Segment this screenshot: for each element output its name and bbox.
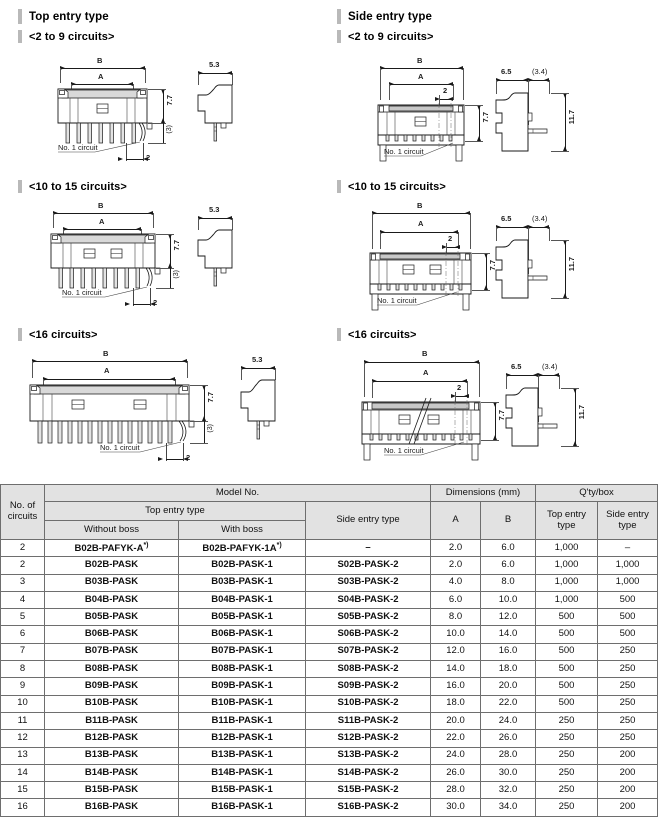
cell-with_boss: B16B-PASK-1 bbox=[179, 799, 306, 816]
dim-height-7-7: 7.7 bbox=[481, 112, 490, 123]
th-qty-side-line1: Side entry bbox=[606, 508, 649, 520]
cell-qty_top: 500 bbox=[536, 661, 598, 678]
cell-b: 22.0 bbox=[481, 695, 536, 712]
spec-table-body bbox=[1, 540, 658, 817]
th-qty-box: Q'ty/box bbox=[536, 485, 658, 502]
cell-qty_top: 1,000 bbox=[536, 591, 598, 608]
cell-a: 26.0 bbox=[431, 764, 481, 781]
th-col-a: A bbox=[431, 502, 481, 540]
table-row bbox=[1, 712, 658, 729]
cell-b: 18.0 bbox=[481, 661, 536, 678]
no1-circuit-callout: No. 1 circuit bbox=[377, 296, 417, 305]
cell-without_boss: B14B-PASK bbox=[45, 764, 179, 781]
th-qty-top-entry bbox=[536, 502, 598, 540]
th-without-boss: Without boss bbox=[45, 521, 179, 540]
cell-qty_side: 250 bbox=[598, 712, 658, 729]
cell-with_boss: B03B-PASK-1 bbox=[179, 574, 306, 591]
side-entry-profile-shape bbox=[499, 348, 629, 468]
table-row bbox=[1, 678, 658, 695]
cell-without_boss: B06B-PASK bbox=[45, 626, 179, 643]
cell-qty_side: 500 bbox=[598, 591, 658, 608]
no1-circuit-callout: No. 1 circuit bbox=[100, 443, 140, 452]
dim-b-label: B bbox=[417, 56, 423, 65]
dim-height-11-7: 11.7 bbox=[567, 257, 576, 272]
cell-qty_side: 250 bbox=[598, 730, 658, 747]
cell-qty_side: 200 bbox=[598, 747, 658, 764]
cell-side_entry: S02B-PASK-2 bbox=[306, 557, 431, 574]
cell-b: 28.0 bbox=[481, 747, 536, 764]
dim-a-label: A bbox=[423, 368, 429, 377]
cell-qty_side: 1,000 bbox=[598, 574, 658, 591]
cell-without_boss: B11B-PASK bbox=[45, 712, 179, 729]
dim-width-2: 2 bbox=[443, 86, 448, 95]
cell-side_entry: S10B-PASK-2 bbox=[306, 695, 431, 712]
cell-with_boss: B05B-PASK-1 bbox=[179, 609, 306, 626]
cell-with_boss: B13B-PASK-1 bbox=[179, 747, 306, 764]
th-qty-side-line2: type bbox=[618, 519, 637, 531]
side-entry-sub-10-15-text: <10 to 15 circuits> bbox=[348, 180, 446, 193]
accent-bar bbox=[337, 9, 341, 24]
cell-qty_side: 200 bbox=[598, 782, 658, 799]
cell-a: 14.0 bbox=[431, 661, 481, 678]
cell-a: 24.0 bbox=[431, 747, 481, 764]
side-entry-column bbox=[329, 0, 657, 480]
figure-top-entry-2-9 bbox=[0, 55, 330, 170]
cell-circuits: 2 bbox=[1, 540, 45, 557]
accent-bar bbox=[18, 9, 22, 24]
dim-a-label: A bbox=[99, 217, 105, 226]
side-entry-sub-10-15 bbox=[337, 180, 446, 193]
cell-qty_top: 250 bbox=[536, 730, 598, 747]
th-qty-top-line2: type bbox=[557, 519, 576, 531]
cell-b: 34.0 bbox=[481, 799, 536, 816]
dim-width-5-3: 5.3 bbox=[252, 355, 263, 364]
cell-qty_side: 500 bbox=[598, 609, 658, 626]
cell-with_boss: B14B-PASK-1 bbox=[179, 764, 306, 781]
table-row bbox=[1, 747, 658, 764]
cell-qty_top: 1,000 bbox=[536, 574, 598, 591]
figure-top-entry-side-profile-2-9 bbox=[185, 55, 275, 165]
cell-qty_side: – bbox=[598, 540, 658, 557]
figure-top-entry-side-profile-10-15 bbox=[185, 200, 275, 310]
cell-with_boss: B12B-PASK-1 bbox=[179, 730, 306, 747]
dim-b-label: B bbox=[103, 349, 109, 358]
dim-height-7-7: 7.7 bbox=[206, 392, 215, 403]
cell-qty_top: 250 bbox=[536, 764, 598, 781]
top-entry-sub-10-15 bbox=[18, 180, 127, 193]
dim-a-label: A bbox=[98, 72, 104, 81]
connector-front-view bbox=[0, 200, 330, 320]
cell-b: 24.0 bbox=[481, 712, 536, 729]
accent-bar bbox=[18, 328, 22, 341]
cell-side_entry: S05B-PASK-2 bbox=[306, 609, 431, 626]
cell-with_boss: B10B-PASK-1 bbox=[179, 695, 306, 712]
cell-side_entry: S06B-PASK-2 bbox=[306, 626, 431, 643]
cell-side_entry: S13B-PASK-2 bbox=[306, 747, 431, 764]
cell-b: 30.0 bbox=[481, 764, 536, 781]
cell-a: 4.0 bbox=[431, 574, 481, 591]
cell-without_boss: B02B-PAFYK-A*) bbox=[45, 540, 179, 557]
th-no-of-circuits-line1: No. of bbox=[9, 500, 36, 512]
side-profile-shape bbox=[185, 200, 275, 310]
cell-qty_side: 250 bbox=[598, 678, 658, 695]
accent-bar bbox=[337, 180, 341, 193]
cell-without_boss: B05B-PASK bbox=[45, 609, 179, 626]
cell-side_entry: S12B-PASK-2 bbox=[306, 730, 431, 747]
cell-qty_top: 500 bbox=[536, 643, 598, 660]
cell-with_boss: B08B-PASK-1 bbox=[179, 661, 306, 678]
cell-with_boss: B11B-PASK-1 bbox=[179, 712, 306, 729]
cell-circuits: 14 bbox=[1, 764, 45, 781]
cell-side_entry: S07B-PASK-2 bbox=[306, 643, 431, 660]
cell-circuits: 10 bbox=[1, 695, 45, 712]
figure-side-entry-profile-16 bbox=[499, 348, 629, 468]
th-top-entry-type: Top entry type bbox=[45, 502, 306, 521]
cell-side_entry: S11B-PASK-2 bbox=[306, 712, 431, 729]
cell-circuits: 5 bbox=[1, 609, 45, 626]
cell-without_boss: B13B-PASK bbox=[45, 747, 179, 764]
dim-width-5-3: 5.3 bbox=[209, 60, 220, 69]
th-qty-side-entry bbox=[598, 502, 658, 540]
dim-b-label: B bbox=[422, 349, 428, 358]
cell-qty_side: 200 bbox=[598, 764, 658, 781]
figure-side-entry-profile-2-9 bbox=[489, 55, 619, 170]
table-row bbox=[1, 764, 658, 781]
cell-circuits: 7 bbox=[1, 643, 45, 660]
cell-side_entry: S09B-PASK-2 bbox=[306, 678, 431, 695]
cell-qty_top: 250 bbox=[536, 747, 598, 764]
th-no-of-circuits bbox=[1, 485, 45, 540]
cell-a: 6.0 bbox=[431, 591, 481, 608]
cell-a: 16.0 bbox=[431, 678, 481, 695]
side-profile-shape bbox=[228, 348, 318, 463]
cell-side_entry: S16B-PASK-2 bbox=[306, 799, 431, 816]
dim-height-11-7: 11.7 bbox=[577, 405, 586, 420]
top-entry-sub-16 bbox=[18, 328, 98, 341]
top-entry-sub-2-9-text: <2 to 9 circuits> bbox=[29, 30, 115, 43]
cell-circuits: 3 bbox=[1, 574, 45, 591]
cell-circuits: 13 bbox=[1, 747, 45, 764]
table-row bbox=[1, 695, 658, 712]
cell-circuits: 4 bbox=[1, 591, 45, 608]
accent-bar bbox=[337, 328, 341, 341]
table-row bbox=[1, 609, 658, 626]
th-qty-top-line1: Top entry bbox=[546, 508, 587, 520]
table-row bbox=[1, 626, 658, 643]
header-row-1 bbox=[1, 485, 658, 502]
cell-without_boss: B15B-PASK bbox=[45, 782, 179, 799]
cell-a: 8.0 bbox=[431, 609, 481, 626]
th-no-of-circuits-line2: circuits bbox=[7, 511, 38, 522]
dim-width-2: 2 bbox=[448, 234, 453, 243]
top-entry-sub-16-text: <16 circuits> bbox=[29, 328, 98, 341]
cell-b: 12.0 bbox=[481, 609, 536, 626]
cell-b: 26.0 bbox=[481, 730, 536, 747]
side-entry-title bbox=[337, 9, 432, 24]
cell-b: 32.0 bbox=[481, 782, 536, 799]
cell-circuits: 6 bbox=[1, 626, 45, 643]
cell-b: 10.0 bbox=[481, 591, 536, 608]
cell-circuits: 11 bbox=[1, 712, 45, 729]
top-entry-sub-2-9 bbox=[18, 30, 114, 43]
cell-side_entry: – bbox=[306, 540, 431, 557]
no1-circuit-callout: No. 1 circuit bbox=[62, 288, 102, 297]
cell-circuits: 8 bbox=[1, 661, 45, 678]
cell-with_boss: B02B-PAFYK-1A*) bbox=[179, 540, 306, 557]
cell-qty_top: 500 bbox=[536, 678, 598, 695]
cell-a: 12.0 bbox=[431, 643, 481, 660]
footnote-marker: *) bbox=[143, 541, 149, 549]
side-entry-profile-shape bbox=[489, 55, 619, 170]
cell-a: 2.0 bbox=[431, 540, 481, 557]
dim-depth-3: (3) bbox=[166, 125, 173, 134]
cell-a: 2.0 bbox=[431, 557, 481, 574]
dim-a-label: A bbox=[418, 219, 424, 228]
cell-without_boss: B08B-PASK bbox=[45, 661, 179, 678]
cell-a: 20.0 bbox=[431, 712, 481, 729]
side-entry-profile-shape bbox=[489, 200, 619, 320]
top-entry-sub-10-15-text: <10 to 15 circuits> bbox=[29, 180, 127, 193]
cell-with_boss: B09B-PASK-1 bbox=[179, 678, 306, 695]
table-row bbox=[1, 730, 658, 747]
table-row bbox=[1, 574, 658, 591]
figure-top-entry-10-15 bbox=[0, 200, 330, 320]
cell-qty_top: 250 bbox=[536, 782, 598, 799]
top-entry-title bbox=[18, 9, 109, 24]
dim-b-label: B bbox=[98, 201, 104, 210]
cell-b: 16.0 bbox=[481, 643, 536, 660]
cell-b: 14.0 bbox=[481, 626, 536, 643]
cell-qty_side: 250 bbox=[598, 661, 658, 678]
cell-a: 28.0 bbox=[431, 782, 481, 799]
no1-circuit-callout: No. 1 circuit bbox=[384, 446, 424, 455]
th-side-entry-type: Side entry type bbox=[306, 502, 431, 540]
cell-qty_top: 1,000 bbox=[536, 557, 598, 574]
dim-width-6-5: 6.5 bbox=[501, 67, 512, 76]
table-row bbox=[1, 643, 658, 660]
cell-circuits: 12 bbox=[1, 730, 45, 747]
figure-side-entry-profile-10-15 bbox=[489, 200, 619, 320]
cell-circuits: 9 bbox=[1, 678, 45, 695]
dim-width-3-4: (3.4) bbox=[542, 362, 558, 371]
table-row bbox=[1, 661, 658, 678]
header-row-2 bbox=[1, 502, 658, 521]
cell-with_boss: B02B-PASK-1 bbox=[179, 557, 306, 574]
figure-top-entry-side-profile-16 bbox=[228, 348, 318, 463]
cell-with_boss: B07B-PASK-1 bbox=[179, 643, 306, 660]
dim-width-5-3: 5.3 bbox=[209, 205, 220, 214]
cell-side_entry: S15B-PASK-2 bbox=[306, 782, 431, 799]
dim-width-3-4: (3.4) bbox=[532, 214, 548, 223]
accent-bar bbox=[18, 180, 22, 193]
spec-table-head bbox=[1, 485, 658, 540]
side-entry-sub-16-text: <16 circuits> bbox=[348, 328, 417, 341]
cell-without_boss: B04B-PASK bbox=[45, 591, 179, 608]
th-dimensions: Dimensions (mm) bbox=[431, 485, 536, 502]
cell-a: 18.0 bbox=[431, 695, 481, 712]
cell-qty_side: 500 bbox=[598, 626, 658, 643]
side-entry-title-text: Side entry type bbox=[348, 10, 432, 23]
cell-a: 30.0 bbox=[431, 799, 481, 816]
dim-b-label: B bbox=[417, 201, 423, 210]
dim-a-label: A bbox=[418, 72, 424, 81]
dim-width-3-4: (3.4) bbox=[532, 67, 548, 76]
dim-height-7-7: 7.7 bbox=[165, 95, 174, 106]
footnote-marker: *) bbox=[276, 541, 282, 549]
dim-width-2: 2 bbox=[457, 383, 462, 392]
cell-without_boss: B09B-PASK bbox=[45, 678, 179, 695]
cell-without_boss: B10B-PASK bbox=[45, 695, 179, 712]
cell-qty_side: 200 bbox=[598, 799, 658, 816]
cell-side_entry: S08B-PASK-2 bbox=[306, 661, 431, 678]
dim-width-2: 2 bbox=[146, 153, 151, 162]
cell-side_entry: S04B-PASK-2 bbox=[306, 591, 431, 608]
cell-without_boss: B12B-PASK bbox=[45, 730, 179, 747]
cell-side_entry: S03B-PASK-2 bbox=[306, 574, 431, 591]
cell-without_boss: B16B-PASK bbox=[45, 799, 179, 816]
cell-qty_side: 1,000 bbox=[598, 557, 658, 574]
side-entry-sub-2-9-text: <2 to 9 circuits> bbox=[348, 30, 434, 43]
spec-table-wrapper bbox=[0, 484, 657, 817]
cell-qty_top: 500 bbox=[536, 609, 598, 626]
table-row bbox=[1, 782, 658, 799]
cell-a: 10.0 bbox=[431, 626, 481, 643]
cell-qty_side: 250 bbox=[598, 643, 658, 660]
side-entry-sub-16 bbox=[337, 328, 417, 341]
top-entry-title-text: Top entry type bbox=[29, 10, 109, 23]
cell-qty_top: 500 bbox=[536, 626, 598, 643]
cell-b: 8.0 bbox=[481, 574, 536, 591]
top-entry-column bbox=[0, 0, 328, 480]
cell-circuits: 15 bbox=[1, 782, 45, 799]
cell-b: 6.0 bbox=[481, 557, 536, 574]
cell-without_boss: B03B-PASK bbox=[45, 574, 179, 591]
dim-width-2: 2 bbox=[153, 298, 158, 307]
dim-depth-3: (3) bbox=[207, 424, 214, 433]
table-row bbox=[1, 591, 658, 608]
cell-qty_top: 500 bbox=[536, 695, 598, 712]
spec-table bbox=[0, 484, 658, 817]
table-row bbox=[1, 799, 658, 816]
cell-side_entry: S14B-PASK-2 bbox=[306, 764, 431, 781]
dim-height-7-7: 7.7 bbox=[172, 240, 181, 251]
cell-qty_top: 250 bbox=[536, 799, 598, 816]
dim-height-7-7: 7.7 bbox=[497, 410, 506, 421]
cell-with_boss: B06B-PASK-1 bbox=[179, 626, 306, 643]
dim-depth-3: (3) bbox=[173, 270, 180, 279]
cell-b: 6.0 bbox=[481, 540, 536, 557]
cell-qty_top: 1,000 bbox=[536, 540, 598, 557]
dim-height-11-7: 11.7 bbox=[567, 110, 576, 125]
cell-a: 22.0 bbox=[431, 730, 481, 747]
side-entry-sub-2-9 bbox=[337, 30, 433, 43]
dim-width-6-5: 6.5 bbox=[501, 214, 512, 223]
table-row bbox=[1, 540, 658, 557]
dim-b-label: B bbox=[97, 56, 103, 65]
dim-a-label: A bbox=[104, 366, 110, 375]
no1-circuit-callout: No. 1 circuit bbox=[384, 147, 424, 156]
cell-b: 20.0 bbox=[481, 678, 536, 695]
cell-qty_top: 250 bbox=[536, 712, 598, 729]
connector-front-view bbox=[0, 55, 330, 170]
cell-qty_side: 250 bbox=[598, 695, 658, 712]
dim-width-2: 2 bbox=[186, 453, 191, 462]
table-row bbox=[1, 557, 658, 574]
accent-bar bbox=[18, 30, 22, 43]
no1-circuit-callout: No. 1 circuit bbox=[58, 143, 98, 152]
cell-with_boss: B04B-PASK-1 bbox=[179, 591, 306, 608]
cell-with_boss: B15B-PASK-1 bbox=[179, 782, 306, 799]
side-profile-shape bbox=[185, 55, 275, 165]
cell-circuits: 16 bbox=[1, 799, 45, 816]
th-with-boss: With boss bbox=[179, 521, 306, 540]
cell-without_boss: B02B-PASK bbox=[45, 557, 179, 574]
th-model-no: Model No. bbox=[45, 485, 431, 502]
dim-width-6-5: 6.5 bbox=[511, 362, 522, 371]
th-col-b: B bbox=[481, 502, 536, 540]
dim-height-7-7: 7.7 bbox=[488, 260, 497, 271]
accent-bar bbox=[337, 30, 341, 43]
cell-without_boss: B07B-PASK bbox=[45, 643, 179, 660]
cell-circuits: 2 bbox=[1, 557, 45, 574]
